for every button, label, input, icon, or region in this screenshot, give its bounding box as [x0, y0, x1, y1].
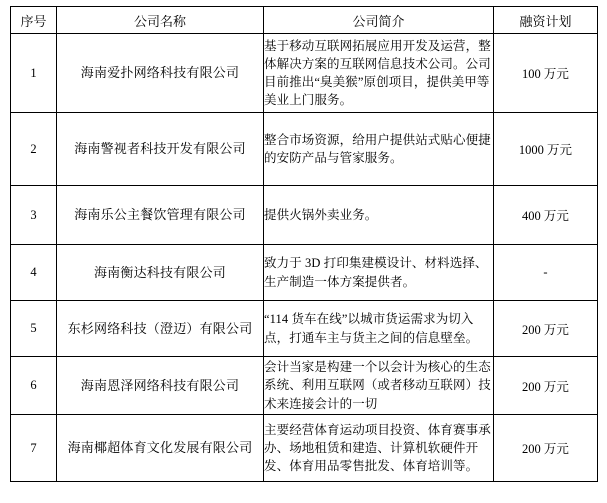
cell-company-description: 基于移动互联网拓展应用开发及运营，整体解决方案的互联网信息技术公司。公司目前推出“臭美猴”原创项目，提供美甲等美业上门服务。	[264, 34, 494, 113]
table-row	[11, 34, 598, 113]
company-financing-table	[10, 6, 598, 482]
column-header-index: 序号	[11, 7, 57, 34]
cell-financing-plan: 200 万元	[494, 301, 598, 357]
cell-index: 5	[11, 301, 57, 357]
cell-index: 7	[11, 415, 57, 482]
cell-financing-plan: 400 万元	[494, 186, 598, 245]
cell-company-name: 海南警视者科技开发有限公司	[57, 113, 264, 186]
cell-index: 2	[11, 113, 57, 186]
table-row	[11, 113, 598, 186]
cell-index: 4	[11, 245, 57, 301]
table-row	[11, 301, 598, 357]
cell-financing-plan: 200 万元	[494, 357, 598, 415]
column-header-company-name: 公司名称	[57, 7, 264, 34]
cell-company-description: 提供火锅外卖业务。	[264, 186, 494, 245]
document-page	[0, 6, 607, 503]
cell-company-name: 海南椰超体育文化发展有限公司	[57, 415, 264, 482]
table-row	[11, 245, 598, 301]
cell-financing-plan: 100 万元	[494, 34, 598, 113]
column-header-company-description: 公司简介	[264, 7, 494, 34]
cell-company-name: 海南爱扑网络科技有限公司	[57, 34, 264, 113]
table-body	[11, 34, 598, 482]
column-header-financing-plan: 融资计划	[494, 7, 598, 34]
cell-company-name: 海南恩泽网络科技有限公司	[57, 357, 264, 415]
cell-index: 3	[11, 186, 57, 245]
table-header	[11, 7, 598, 34]
table-row	[11, 357, 598, 415]
cell-company-description: 整合市场资源，给用户提供站式贴心便捷的安防产品与管家服务。	[264, 113, 494, 186]
cell-company-name: 海南衡达科技有限公司	[57, 245, 264, 301]
cell-company-description: 主要经营体育运动项目投资、体育赛事承办、场地租赁和建造、计算机软硬件开发、体育用品零售批发、体育培训等。	[264, 415, 494, 482]
cell-company-name: 东杉网络科技（澄迈）有限公司	[57, 301, 264, 357]
cell-company-name: 海南乐公主餐饮管理有限公司	[57, 186, 264, 245]
cell-index: 6	[11, 357, 57, 415]
table-row	[11, 415, 598, 482]
cell-company-description: “114 货车在线”以城市货运需求为切入点，打通车主与货主之间的信息壁垒。	[264, 301, 494, 357]
cell-index: 1	[11, 34, 57, 113]
cell-financing-plan: 1000 万元	[494, 113, 598, 186]
cell-company-description: 致力于 3D 打印集建模设计、材料选择、生产制造一体方案提供者。	[264, 245, 494, 301]
cell-financing-plan: -	[494, 245, 598, 301]
cell-financing-plan: 200 万元	[494, 415, 598, 482]
cell-company-description: 会计当家是构建一个以会计为核心的生态系统、利用互联网（或者移动互联网）技术来连接会计的一切	[264, 357, 494, 415]
table-header-row	[11, 7, 598, 34]
table-row	[11, 186, 598, 245]
